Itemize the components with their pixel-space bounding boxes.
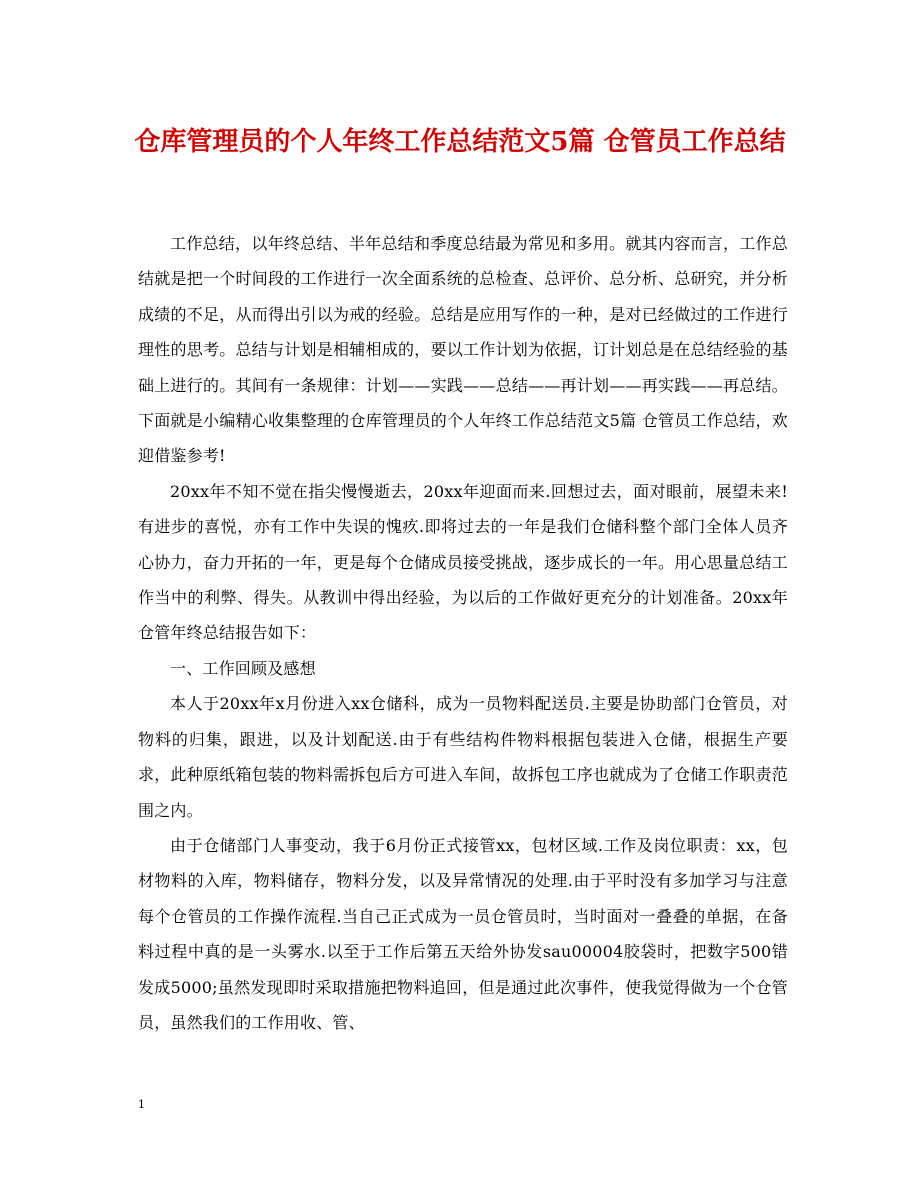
document-title: 仓库管理员的个人年终工作总结范文5篇 仓管员工作总结 bbox=[134, 127, 786, 157]
paragraph-intro: 工作总结，以年终总结、半年总结和季度总结最为常见和多用。就其内容而言，工作总结就是把一个时间段的工作进行一次全面系统的总检查、总评价、总分析、总研究，并分析成绩的不足，从而得出引以为戒的经验。总结是应用写作的一种，是对已经做过的工作进行理性的思考。总结与计划是相辅相成的，要以工作计划为依据，订计划总是在总结经验的基础上进行的。其间有一条规律：计划——实践——总结——再计划——再实践——再总结。下面就是小编精心收集整理的仓库管理员的个人年终工作总结范文5篇 仓管员工作总结，欢迎借鉴参考! bbox=[138, 234, 788, 466]
section-heading: 一、工作回顾及感想 bbox=[170, 658, 316, 678]
document-body bbox=[138, 226, 788, 1040]
paragraph-joining: 本人于20xx年x月份进入xx仓储科，成为一员物料配送员.主要是协助部门仓管员，对物料的归集，跟进，以及计划配送.由于有些结构件物料根据包装进入仓储，根据生产要求，此种原纸箱包装的物料需拆包后方可进入车间，故拆包工序也就成为了仓储工作职责范围之内。 bbox=[138, 694, 788, 820]
page-number: 1 bbox=[138, 1098, 145, 1111]
paragraph-year-review: 20xx年不知不觉在指尖慢慢逝去，20xx年迎面而来.回想过去，面对眼前，展望未来!有进步的喜悦，亦有工作中失误的愧疚.即将过去的一年是我们仓储科整个部门全体人员齐心协力，奋力开拓的一年，更是每个仓储成员接受挑战，逐步成长的一年。用心思量总结工作当中的利弊、得失。从教训中得出经验，为以后的工作做好更充分的计划准备。20xx年仓管年终总结报告如下： bbox=[138, 481, 788, 643]
paragraph-takeover: 由于仓储部门人事变动，我于6月份正式接管xx，包材区域.工作及岗位职责：xx，包材物料的入库，物料储存，物料分发，以及异常情况的处理.由于平时没有多加学习与注意每个仓管员的工作操作流程.当自己正式成为一员仓管员时，当时面对一叠叠的单据，在备料过程中真的是一头雾水.以至于工作后第五天给外协发sau00004胶袋时，把数字500错发成5000;虽然发现即时采取措施把物料追回，但是通过此次事件，使我觉得做为一个仓管员，虽然我们的工作用收、管、 bbox=[138, 835, 788, 1032]
